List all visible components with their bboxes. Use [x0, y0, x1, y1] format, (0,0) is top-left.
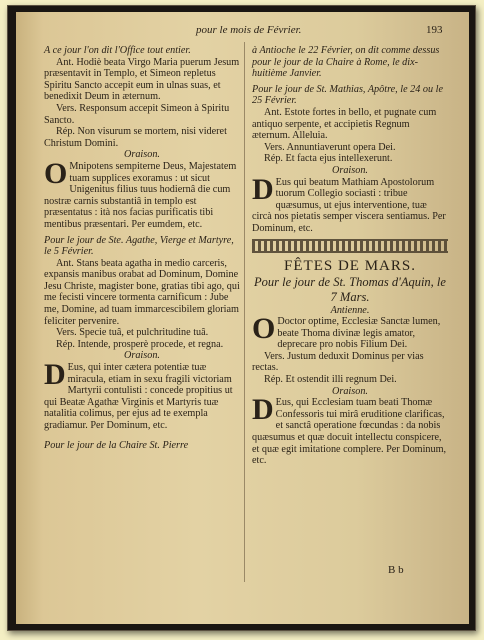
versicle: Vers. Specie tuâ, et pulchritudine tuâ.	[56, 327, 209, 339]
feast-heading: Pour le jour de Ste. Agathe, Vierge et Martyre, le 5 Février.	[44, 234, 234, 258]
rubric: à Antioche le 22 Février, on dit comme dessus pour le jour de la Chaire à Rome, le dix-huitième Janvier.	[252, 45, 440, 80]
column-divider	[244, 42, 245, 582]
response: Rép. Et ostendit illi regnum Dei.	[264, 374, 397, 386]
section-heading: Oraison.	[332, 385, 368, 397]
versicle: Vers. Responsum accepit Simeon à Spiritu Sancto.	[44, 102, 230, 126]
book-page	[16, 12, 469, 624]
drop-cap: D	[252, 172, 274, 206]
drop-cap: D	[44, 358, 66, 392]
response: Rép. Et facta ejus intellexerunt.	[264, 153, 393, 165]
response: Rép. Intende, prosperè procede, et regna.	[56, 338, 224, 350]
picture-frame	[7, 5, 476, 631]
drop-cap: O	[252, 312, 276, 346]
antiphon: Ant. Stans beata agatha in medio carceris, expansis manibus orabat ad Dominum, Domine Jesu Christe, magister bone, gratias tibi ago, qui me fecisti vincere tormenta carnificum : Jube me, Domine, ad tuam immarcescibilem gloriam feliciter pervenire.	[44, 257, 240, 327]
drop-cap: D	[252, 393, 274, 427]
antiphon	[252, 312, 448, 351]
rubric: A ce jour l'on dit l'Office tout entier.	[44, 45, 191, 56]
section-heading: Oraison.	[124, 149, 160, 161]
signature-mark: B b	[388, 564, 404, 576]
feast-heading: Pour le jour de la Chaire St. Pierre	[44, 439, 189, 451]
prayer	[252, 393, 448, 467]
versicle: Vers. Annuntiaverunt opera Dei.	[264, 141, 396, 153]
prayer	[252, 172, 448, 235]
section-heading: Oraison.	[124, 350, 160, 362]
section-heading: Antienne.	[330, 304, 370, 316]
versicle: Vers. Justum deduxit Dominus per vias rectas.	[252, 350, 424, 374]
prayer	[44, 358, 240, 432]
ornament-band	[252, 239, 448, 253]
feast-heading: Pour le jour de St. Mathias, Apôtre, le 24 ou le 25 Février.	[252, 83, 443, 107]
prayer-text: Mnipotens sempiterne Deus, Majestatem tuam supplices exoramus : ut sicut Unigenitus filius tuus hodiernâ die cum nostræ carnis substantiâ in templo est præsentatus : ità nos facias purificatis tibi mentibus præsentari. Per eumdem, etc.	[44, 160, 237, 230]
prayer	[44, 156, 240, 231]
prayer-text: Eus qui beatum Mathiam Apostolorum tuorum Collegio sociasti : tribue quæsumus, ut ejus interventione, tuæ circà nos pietatis semper viscera sentiamus. Per Dominum, etc.	[252, 176, 446, 234]
section-title: FÊTES DE MARS.	[284, 257, 416, 274]
section-heading: Oraison.	[332, 164, 368, 176]
right-column	[252, 45, 448, 467]
antiphon: Ant. Hodiè beata Virgo Maria puerum Jesum præsentavit in Templo, et Simeon repletus Spiritu Sancto accepit eum in ulnas suas, et benedixit Deum in æternum.	[44, 56, 240, 103]
feast-heading: Pour le jour de St. Thomas d'Aquin, le 7 Mars.	[254, 274, 446, 304]
page-number: 193	[426, 24, 443, 36]
header-title: pour le mois de Février.	[196, 24, 302, 36]
response: Rép. Non visurum se mortem, nisi videret Christum Domini.	[44, 126, 227, 149]
antiphon-text: Doctor optime, Ecclesiæ Sanctæ lumen, beate Thoma divinæ legis amator, deprecare pro nobis Filium Dei.	[277, 316, 441, 351]
prayer-text: Eus, qui inter cætera potentiæ tuæ miracula, etiam in sexu fragili victoriam Martyrii contulisti : concede propitius ut qui Beatæ Agathæ Virginis et Martyris tuæ natalitia colimus, per ejus ad te exempla gradiamur. Per Dominum, etc.	[44, 362, 233, 431]
prayer-text: Eus, qui Ecclesiam tuam beati Thomæ Confessoris tui mirâ eruditione clarificas, et sanctâ operatione fœcundas : da nobis quæsumus et quæ docuit intellectu conspicere, et quæ egit imitatione complere. Per Dominum, etc.	[252, 397, 447, 467]
antiphon: Ant. Estote fortes in bello, et pugnate cum antiquo serpente, et accipietis Regnum æternum. Alleluia.	[252, 106, 437, 142]
drop-cap: O	[44, 156, 68, 190]
left-column	[44, 45, 240, 451]
